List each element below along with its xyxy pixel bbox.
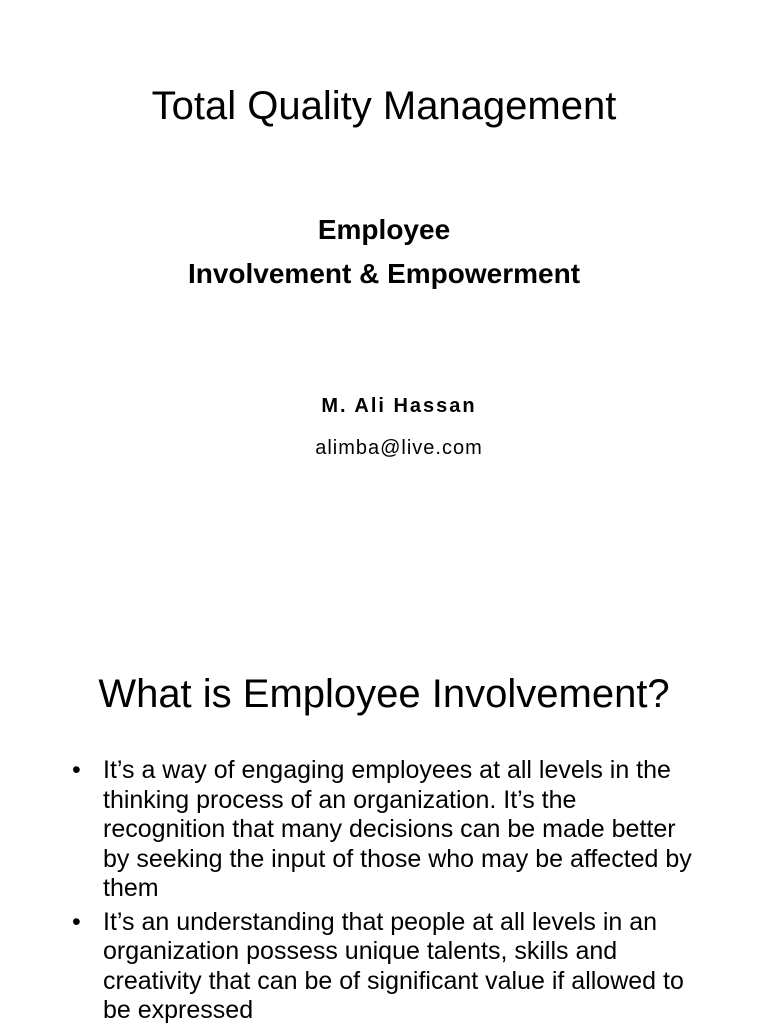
slide-employee-involvement <box>0 640 768 1024</box>
bullet-icon: • <box>72 756 81 784</box>
slide-heading: What is Employee Involvement? <box>98 672 670 716</box>
author-name: M. Ali Hassan <box>321 395 477 417</box>
subtitle-line-1: Employee <box>317 214 451 245</box>
bullet-item <box>72 756 702 904</box>
subtitle-line-2: Involvement & Empowerment <box>187 258 581 289</box>
bullet-text: It’s an understanding that people at all levels in an organization possess unique talents, skills and creativity that can be of significant value if allowed to be expressed <box>103 907 684 1024</box>
author-email: alimba@live.com <box>315 437 483 459</box>
presentation-title: Total Quality Management <box>151 84 617 128</box>
bullet-text: It’s a way of engaging employees at all levels in the thinking process of an organization. It’s the recognition that many decisions can be made better by seeking the input of those who may be affected by them <box>103 756 692 902</box>
bullet-item <box>72 908 702 1026</box>
bullet-icon: • <box>72 907 81 936</box>
presentation-subtitle <box>0 208 768 296</box>
bullet-list <box>72 756 702 1030</box>
